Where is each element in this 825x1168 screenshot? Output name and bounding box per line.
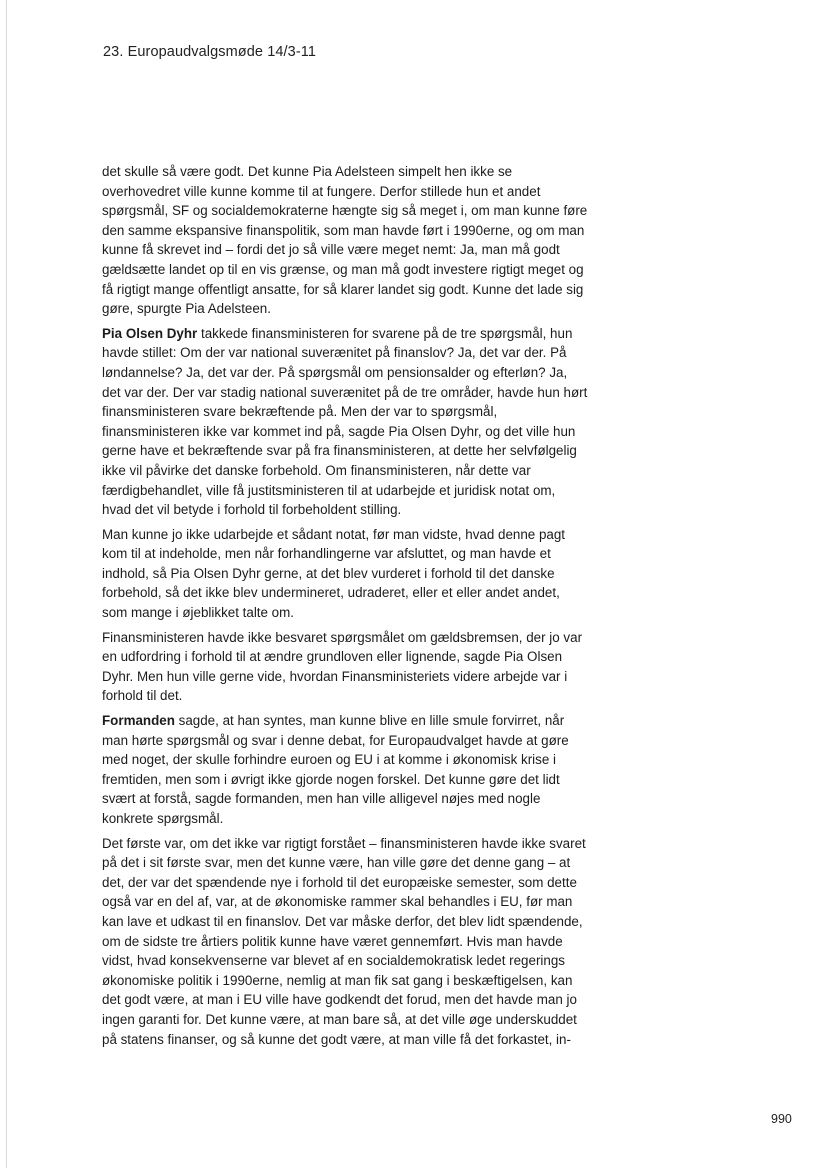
- paragraph: [102, 324, 588, 520]
- document-body: [102, 162, 588, 1054]
- paragraph-text: Finansministeren havde ikke besvaret spørgsmålet om gældsbremsen, der jo var en udfordring i forhold til at ændre grundloven eller lignende, sagde Pia Olsen Dyhr. Men hun ville gerne vide, hvordan Finansministeriets videre arbejde var i forhold til det.: [102, 629, 583, 704]
- page-header: 23. Europaudvalgsmøde 14/3-11: [103, 44, 317, 60]
- paragraph-text: sagde, at han syntes, man kunne blive en lille smule forvirret, når man hørte spørgsmål og svar i denne debat, for Europaudvalget havde at gøre med noget, der skulle forhindre euroen og EU i at komme i økonomisk krise i fremtiden, men som i øvrigt ikke gjorde nogen forskel. Det kunne gøre det lidt svært at forstå, sagde formanden, men han ville alligevel nøjes med nogle konkrete spørgsmål.: [102, 713, 569, 826]
- paragraph-text: takkede finansministeren for svarene på de tre spørgsmål, hun havde stillet: Om der var national suverænitet på finanslov? Ja, det var der. På løndannelse? Ja, det var der. På spørgsmål om pensionsalder og efterløn? Ja, det var der. Der var stadig national suverænitet på de tre områder, havde hun hørt finansministeren svare bekræftende på. Men der var to spørgsmål, finansministeren ikke var kommet ind på, sagde Pia Olsen Dyhr, og det ville hun gerne have et bekræftende svar på fra finansministeren, at dette her selvfølgelig ikke vil påvirke det danske forbehold. Om finansministeren, når dette var færdigbehandlet, ville få justitsministeren til at udarbejde et juridisk notat om, hvad det vil betyde i forhold til forbeholdent stilling.: [102, 325, 588, 518]
- paragraph-text: det skulle så være godt. Det kunne Pia Adelsteen simpelt hen ikke se overhovedret ville kunne komme til at fungere. Derfor stillede hun et andet spørgsmål, SF og socialdemokraterne hængte sig så meget i, om man kunne føre den samme ekspansive finanspolitik, som man havde ført i 1990erne, og om man kunne få skrevet ind – fordi det jo så ville være meget nemt: Ja, man må godt gældsætte landet op til en vis grænse, og man må godt investere rigtigt meget og få rigtigt mange offentligt ansatte, for så klarer landet sig godt. Kunne det lade sig gøre, spurgte Pia Adelsteen.: [102, 164, 588, 317]
- paragraph: [102, 162, 588, 319]
- paragraph: [102, 834, 588, 1050]
- speaker-name: Pia Olsen Dyhr: [102, 325, 198, 341]
- paragraph: [102, 525, 588, 623]
- paragraph-text: Man kunne jo ikke udarbejde et sådant notat, før man vidste, hvad denne pagt kom til at indeholde, men når forhandlingerne var afsluttet, og man havde et indhold, så Pia Olsen Dyhr gerne, at det blev vurderet i forhold til det danske forbehold, så det ikke blev undermineret, udraderet, eller et eller andet andet, som mange i øjeblikket talte om.: [102, 526, 566, 621]
- paragraph-text: Det første var, om det ikke var rigtigt forstået – finansministeren havde ikke svaret på det i sit første svar, men det kunne være, han ville gøre det denne gang – at det, der var det spændende nye i forhold til det europæiske semester, som dette også var en del af, var, at de økonomiske rammer skal behandles i EU, før man kan lave et udkast til en finanslov. Det var måske derfor, det blev lidt spændende, om de sidste tre årtiers politik kunne have været gennemført. Hvis man havde vidst, hvad konsekvenserne var blevet af en socialdemokratisk ledet regerings økonomiske politik i 1990erne, nemlig at man fik sat gang i beskæftigelsen, kan det godt være, at man i EU ville have godkendt det forud, men det havde man jo ingen garanti for. Det kunne være, at man bare så, at det ville øge underskuddet på statens finanser, og så kunne det godt være, at man ville få det forkastet, in-: [102, 835, 586, 1047]
- paragraph: [102, 711, 588, 829]
- paragraph: [102, 628, 588, 706]
- scan-edge-line: [6, 0, 7, 1168]
- page-number: 990: [771, 1112, 792, 1126]
- speaker-name: Formanden: [102, 713, 175, 729]
